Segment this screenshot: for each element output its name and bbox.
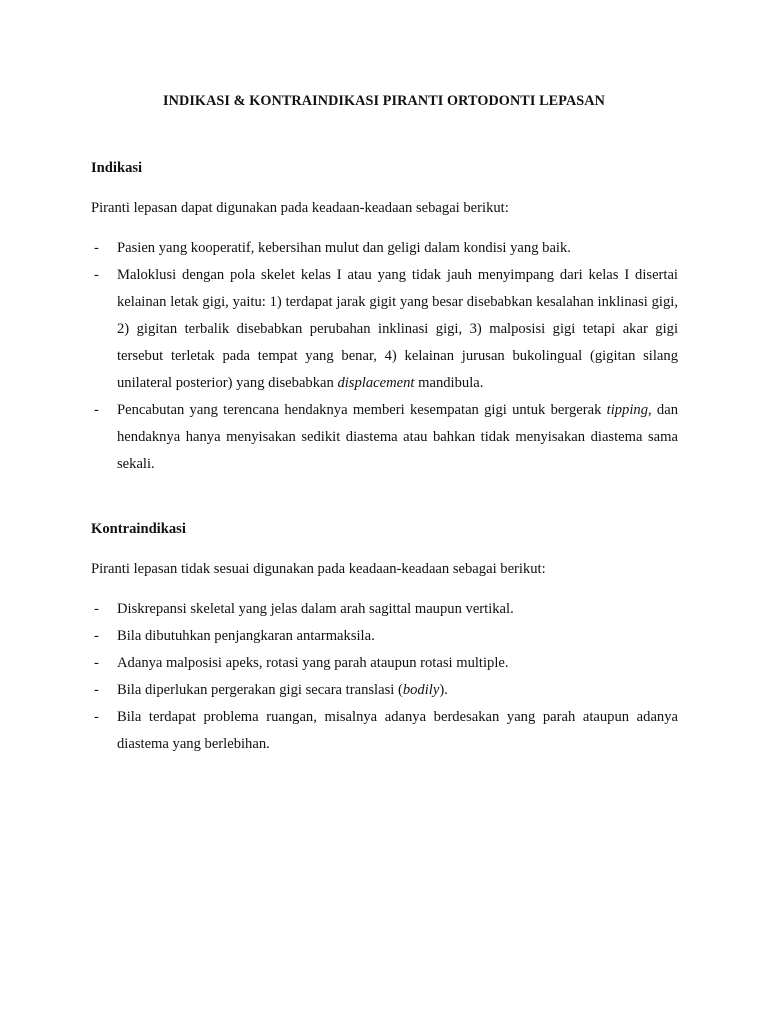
section-heading-kontraindikasi: Kontraindikasi — [91, 521, 186, 537]
list-item — [91, 704, 678, 758]
list-item-text: Maloklusi dengan pola skelet kelas I atau yang tidak jauh menyimpang dari kelas I disertai kelainan letak gigi, yaitu: 1) terdapat jarak gigit yang besar disebabkan kesalahan inklinasi gigi, 2) gigitan terbalik disebabkan perubahan inklinasi gigi, 3) malposisi gigi tetapi akar gigi tersebut terletak pada tempat yang benar, 4) kelainan jurusan bukolingual (gigitan silang unilateral posterior) yang disebabkan — [117, 267, 678, 391]
list-dash: - — [94, 655, 99, 671]
list-item — [91, 623, 678, 650]
list-item — [91, 677, 678, 704]
list-item-text: Pasien yang kooperatif, kebersihan mulut dan geligi dalam kondisi yang baik. — [117, 240, 571, 256]
list-item — [91, 262, 678, 397]
kontraindikasi-list — [91, 596, 678, 758]
section-heading-indikasi: Indikasi — [91, 160, 143, 176]
list-item — [91, 235, 678, 262]
list-dash: - — [94, 267, 99, 283]
list-dash: - — [94, 601, 99, 617]
list-item-text: Adanya malposisi apeks, rotasi yang parah ataupun rotasi multiple. — [117, 655, 509, 671]
list-item-emphasis: tipping — [606, 402, 649, 418]
indikasi-list — [91, 235, 678, 478]
list-item — [91, 397, 678, 478]
list-item-emphasis: bodily — [402, 682, 440, 698]
list-dash: - — [94, 240, 99, 256]
list-item-text: Pencabutan yang terencana hendaknya memberi kesempatan gigi untuk bergerak — [117, 402, 607, 418]
list-item-text: mandibula. — [414, 375, 484, 391]
list-dash: - — [94, 402, 99, 418]
list-item-text: Bila diperlukan pergerakan gigi secara translasi ( — [117, 682, 403, 698]
list-item-text: ). — [439, 682, 448, 698]
list-item-text: Bila dibutuhkan penjangkaran antarmaksila. — [117, 628, 375, 644]
list-item-text: Bila terdapat problema ruangan, misalnya adanya berdesakan yang parah ataupun adanya diastema yang berlebihan. — [117, 709, 678, 752]
list-item-text: Diskrepansi skeletal yang jelas dalam arah sagittal maupun vertikal. — [117, 601, 514, 617]
list-item-emphasis: displacement — [337, 375, 415, 391]
list-dash: - — [94, 709, 99, 725]
list-item — [91, 596, 678, 623]
kontraindikasi-intro: Piranti lepasan tidak sesuai digunakan pada keadaan-keadaan sebagai berikut: — [91, 561, 546, 577]
list-dash: - — [94, 682, 99, 698]
document-title: INDIKASI & KONTRAINDIKASI PIRANTI ORTODONTI LEPASAN — [163, 93, 605, 109]
list-item-text: , dan hendaknya hanya menyisakan sedikit diastema atau bahkan tidak menyisakan diastema sama sekali. — [117, 402, 679, 472]
list-item — [91, 650, 678, 677]
indikasi-intro: Piranti lepasan dapat digunakan pada keadaan-keadaan sebagai berikut: — [91, 200, 509, 216]
list-dash: - — [94, 628, 99, 644]
